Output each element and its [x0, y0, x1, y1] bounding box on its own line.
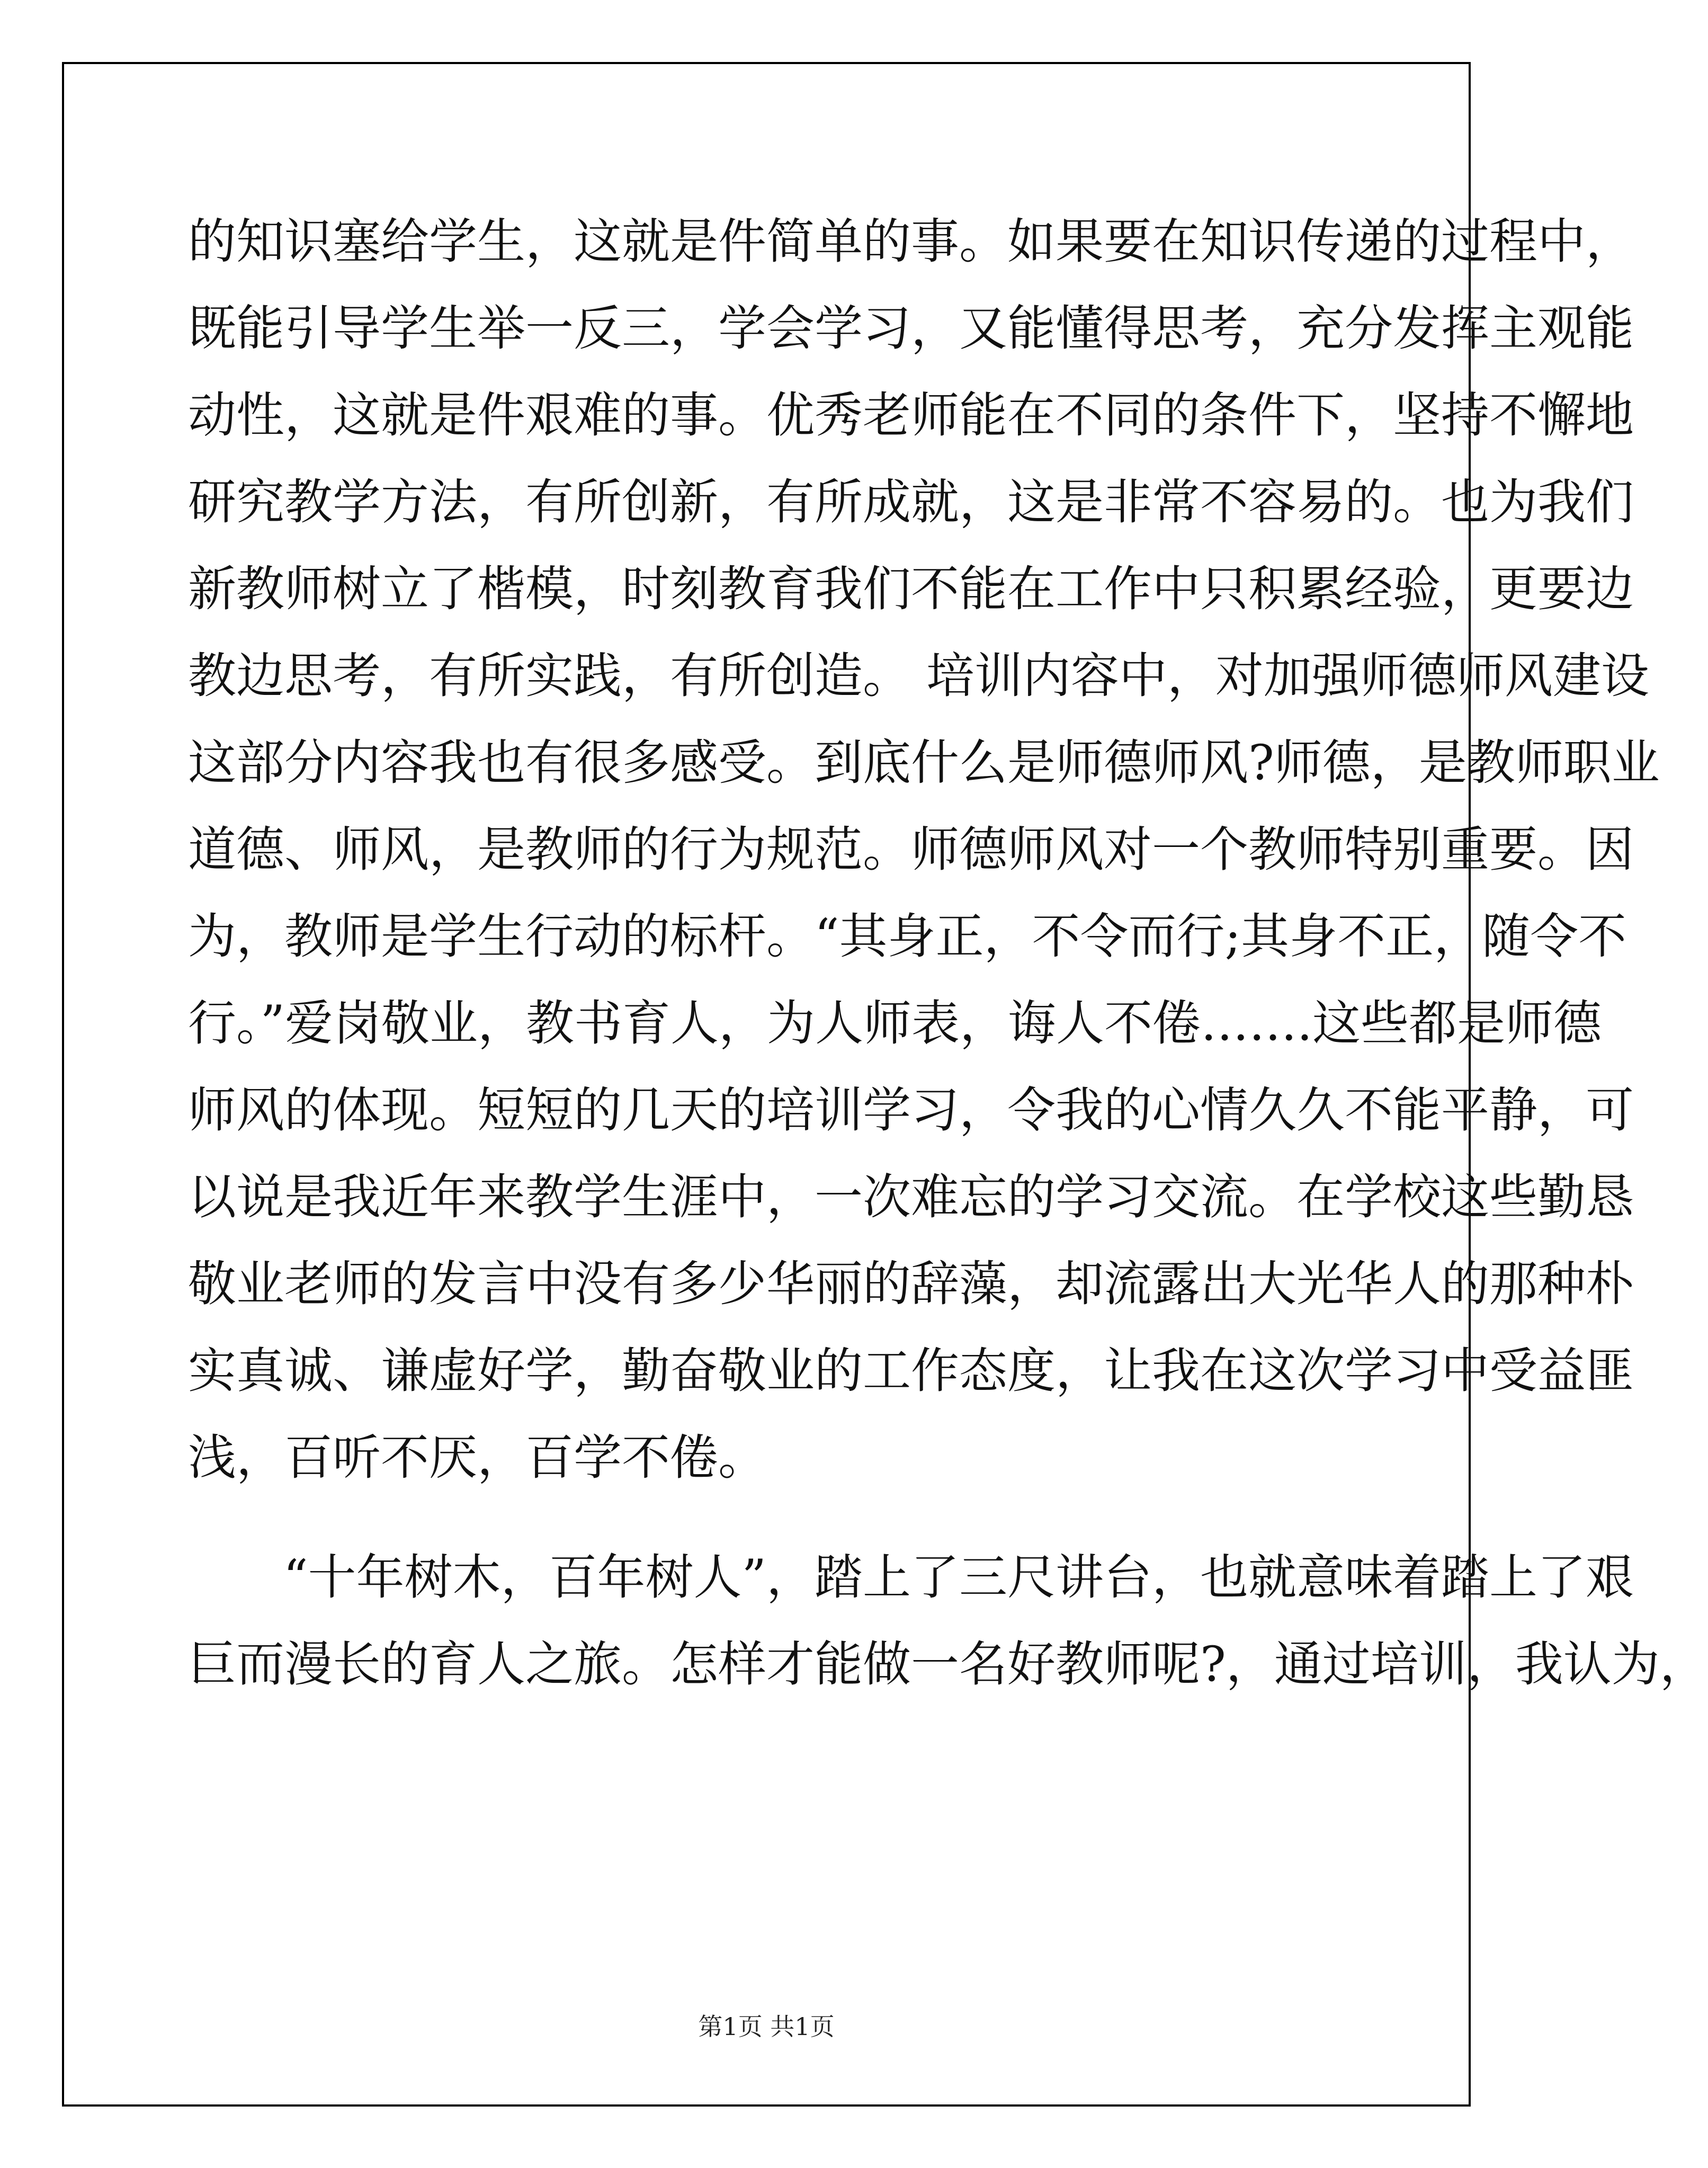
- text-line: 敬业老师的发言中没有多少华丽的辞藻，却流露出大光华人的那种朴: [188, 1256, 1634, 1312]
- text-line: 实真诚、谦虚好学，勤奋敬业的工作态度，让我在这次学习中受益匪: [188, 1343, 1634, 1399]
- paragraph-spacer: [188, 1502, 1351, 1534]
- page-footer: [0, 2008, 1533, 2042]
- text-line: 为，教师是学生行动的标杆。“其身正，不令而行;其身不正，随令不: [188, 909, 1627, 965]
- paragraph-1: [188, 199, 1660, 1502]
- text-line: 教边思考，有所实践，有所创造。 培训内容中，对加强师德师风建设: [188, 648, 1649, 704]
- text-line: 这部分内容我也有很多感受。到底什么是师德师风?师德，是教师职业: [188, 735, 1660, 791]
- text-line: 浅，百听不厌，百学不倦。: [188, 1430, 767, 1486]
- text-line: “十年树木，百年树人”，踏上了三尺讲台，也就意味着踏上了艰: [283, 1550, 1634, 1605]
- text-line: 的知识塞给学生，这就是件简单的事。如果要在知识传递的过程中，: [188, 214, 1634, 270]
- text-line: 既能引导学生举一反三，学会学习，又能懂得思考，充分发挥主观能: [188, 301, 1634, 356]
- text-line: 动性，这就是件艰难的事。优秀老师能在不同的条件下，坚持不懈地: [188, 388, 1634, 443]
- text-line: 研究教学方法，有所创新，有所成就，这是非常不容易的。也为我们: [188, 475, 1634, 530]
- text-line: 行。”爱岗敬业，教书育人，为人师表，诲人不倦…….这些都是师德: [188, 996, 1602, 1051]
- text-line: 师风的体现。短短的几天的培训学习，令我的心情久久不能平静，可: [188, 1083, 1634, 1138]
- text-line: 道德、师风，是教师的行为规范。师德师风对一个教师特别重要。因: [188, 822, 1634, 878]
- text-line: 巨而漫长的育人之旅。怎样才能做一名好教师呢?，通过培训，我认为，: [188, 1637, 1708, 1692]
- text-line: 新教师树立了楷模，时刻教育我们不能在工作中只积累经验，更要边: [188, 561, 1634, 617]
- text-line: 以说是我近年来教学生涯中，一次难忘的学习交流。在学校这些勤恳: [188, 1170, 1634, 1225]
- page-number: 第1页 共1页: [698, 2012, 835, 2041]
- document-body: [188, 199, 1708, 1708]
- paragraph-2: [188, 1534, 1708, 1708]
